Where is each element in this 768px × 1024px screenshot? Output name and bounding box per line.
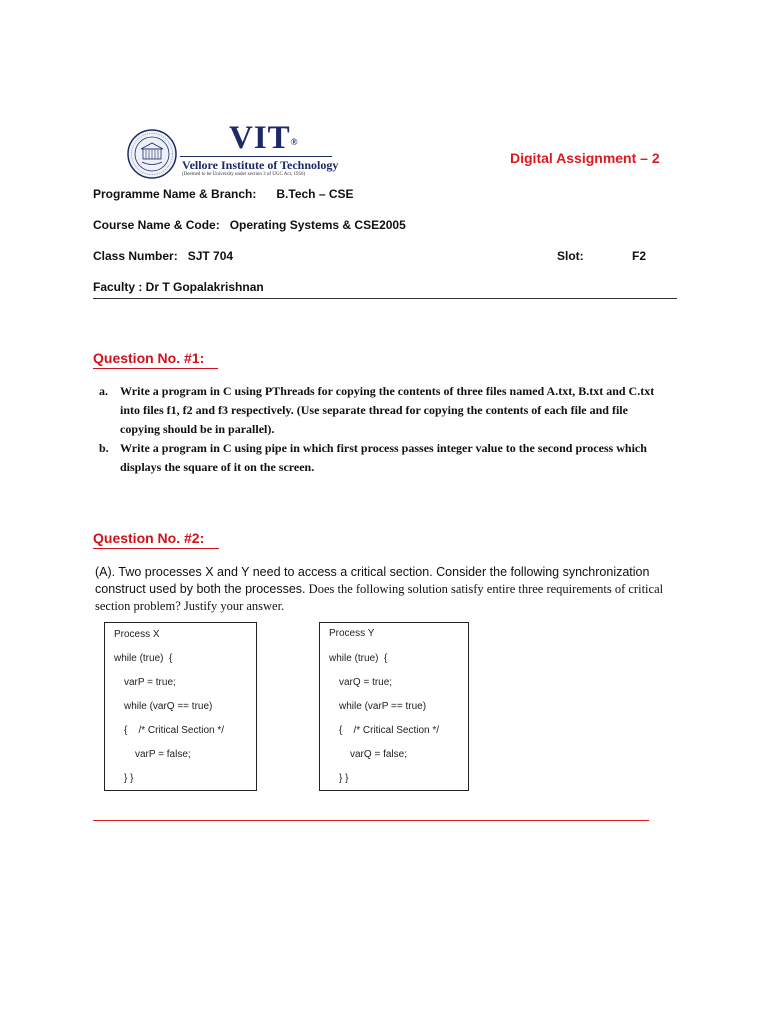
code-line: } }	[339, 773, 349, 784]
logo-wordmark: VIT®	[229, 120, 299, 156]
institute-name: Vellore Institute of Technology	[182, 158, 339, 172]
slot-label: Slot:	[557, 249, 584, 263]
question-2-text-a: (A). Two processes X and Y need to access a critical section. Consider the following synchronization construct used by both the processes.	[95, 565, 650, 596]
question-2-underline	[93, 548, 219, 549]
question-2-heading: Question No. #2:	[93, 530, 205, 546]
process-x-title: Process X	[114, 629, 160, 640]
code-line: varP = true;	[124, 677, 176, 688]
question-2-text	[95, 564, 665, 615]
code-line: } }	[124, 773, 134, 784]
question-1-heading: Question No. #1:	[93, 350, 205, 366]
slot-value: F2	[632, 249, 647, 263]
institute-note: (Deemed to be University under section 3 of UGC Act, 1956)	[182, 172, 306, 177]
item-label: b.	[99, 441, 109, 455]
programme-line: Programme Name & Branch: B.Tech – CSE	[93, 187, 354, 201]
item-label: a.	[99, 384, 108, 398]
code-line: { /* Critical Section */	[124, 725, 225, 736]
faculty-line: Faculty : Dr T Gopalakrishnan	[93, 280, 264, 294]
logo-divider	[180, 156, 332, 157]
code-line: { /* Critical Section */	[339, 725, 440, 736]
process-y-title: Process Y	[329, 628, 375, 639]
question-1-item-a	[93, 382, 668, 439]
code-line: while (varQ == true)	[124, 701, 213, 712]
code-line: varQ = false;	[350, 749, 407, 760]
item-text: Write a program in C using pipe in which first process passes integer value to the second process which displays the square of it on the screen.	[120, 441, 647, 474]
question-2-text-b: Does the following solution satisfy entire three requirements of critical section problem? Justify your answer.	[95, 582, 664, 613]
code-line: while (varP == true)	[339, 701, 427, 712]
code-line: varP = false;	[135, 749, 191, 760]
question-1-underline	[93, 368, 218, 369]
code-line: while (true) {	[114, 653, 173, 664]
question-1-list	[93, 382, 668, 477]
footer-divider	[93, 820, 649, 821]
process-y-box	[319, 622, 469, 791]
process-x-box	[104, 622, 257, 791]
item-text: Write a program in C using PThreads for copying the contents of three files named A.txt, B.txt and C.txt into files f1, f2 and f3 respectively. (Use separate thread for copying the contents of each file and file copying should be in parallel).	[120, 384, 655, 436]
code-line: while (true) {	[329, 653, 388, 664]
question-1-item-b	[93, 439, 668, 477]
vit-seal-logo	[127, 129, 177, 179]
class-number-line: Class Number: SJT 704	[93, 249, 234, 263]
code-line: varQ = true;	[339, 677, 393, 688]
header-divider	[93, 298, 677, 299]
assignment-title: Digital Assignment – 2	[510, 150, 660, 166]
course-line: Course Name & Code: Operating Systems & CSE2005	[93, 218, 406, 232]
